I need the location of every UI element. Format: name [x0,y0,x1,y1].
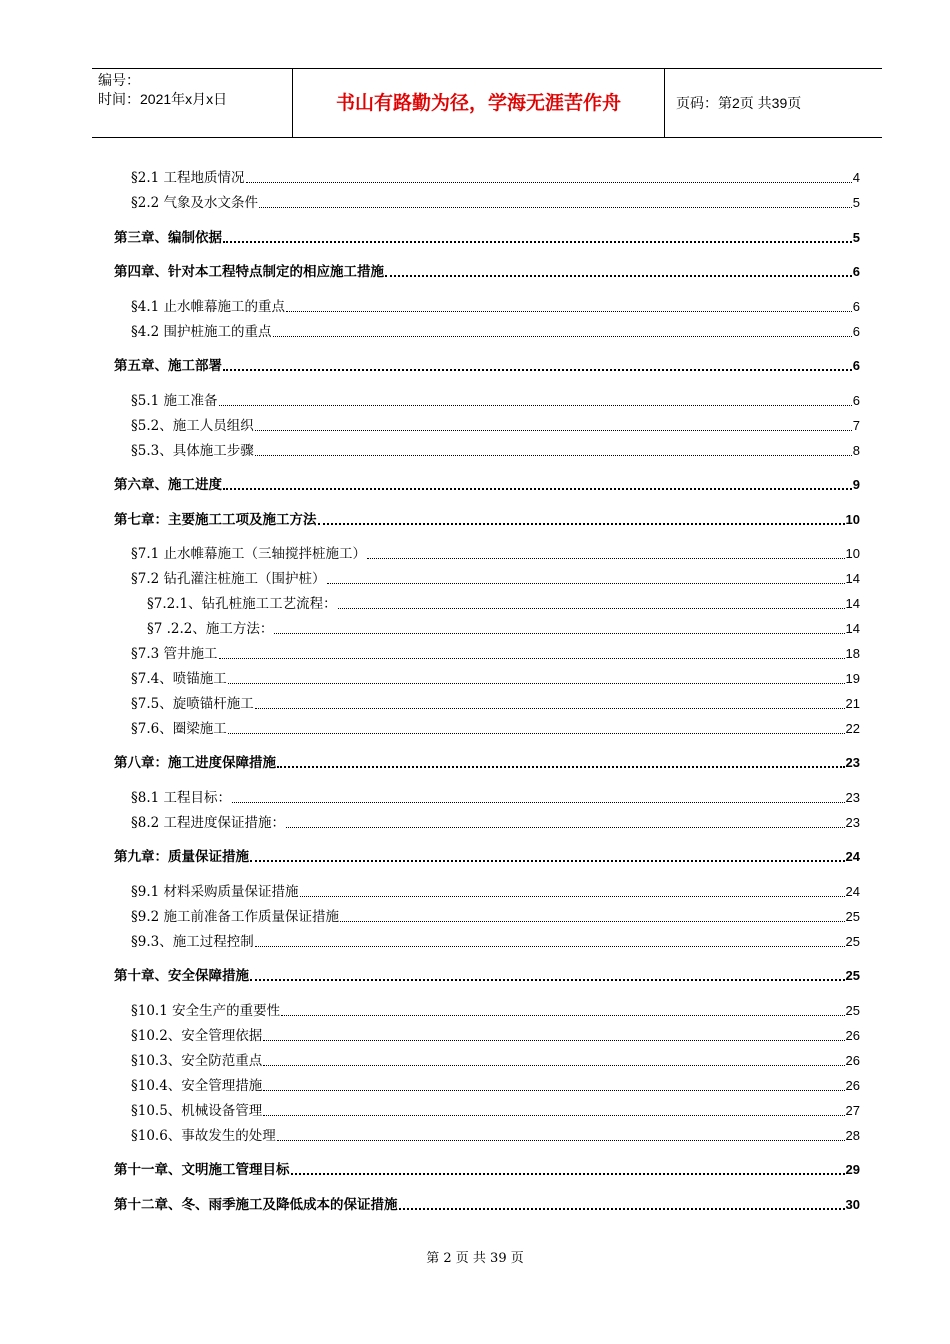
toc-page-number: 6 [852,298,860,314]
toc-page-number: 10 [845,546,860,562]
toc-dot-leader [263,1065,844,1066]
toc-page-number: 18 [845,646,860,661]
toc-page-number: 14 [845,596,860,612]
toc-dot-leader [223,241,852,243]
toc-entry-title: §5.3、具体施工步骤 [131,442,254,459]
toc-section-entry[interactable] [131,569,860,589]
toc-page-number: 19 [845,670,860,686]
toc-entry-title: §7.3 管井施工 [131,646,218,662]
toc-chapter-entry[interactable] [114,510,860,530]
toc-page-number: 4 [852,170,860,185]
toc-chapter-entry[interactable] [114,847,860,867]
toc-page-number: 7 [852,417,860,433]
toc-entry-title: 第四章、针对本工程特点制定的相应施工措施 [114,264,384,281]
toc-dot-leader [318,523,845,525]
toc-section-entry[interactable] [131,907,860,927]
toc-section-entry[interactable] [131,193,860,213]
toc-section-entry[interactable] [131,719,860,739]
document-time: 时间：2021年x月x日 [98,91,228,107]
toc-chapter-entry[interactable] [114,1195,860,1215]
toc-section-entry[interactable] [131,932,860,952]
toc-dot-leader [250,860,845,862]
toc-dot-leader [228,733,845,734]
toc-dot-leader [263,1090,844,1091]
toc-page-number: 28 [845,1127,860,1143]
toc-section-entry[interactable] [131,322,860,342]
toc-page-number: 10 [845,511,860,527]
toc-page-number: 25 [845,968,860,984]
toc-dot-leader [255,708,845,709]
toc-entry-title: 第三章、编制依据 [114,229,222,246]
toc-chapter-entry[interactable] [114,1160,860,1180]
toc-entry-title: §10.4、安全管理措施 [131,1077,263,1094]
toc-dot-leader [219,405,852,406]
toc-page-number: 9 [852,477,860,493]
toc-page-number: 14 [845,571,860,587]
toc-chapter-entry[interactable] [114,475,860,495]
toc-section-entry[interactable] [131,391,860,411]
toc-entry-title: §10.5、机械设备管理 [131,1102,263,1119]
toc-chapter-entry[interactable] [114,753,860,773]
toc-entry-title: §7.2.1、钻孔桩施工工艺流程： [147,596,337,613]
toc-entry-title: 第六章、施工进度 [114,477,222,494]
toc-section-entry[interactable] [131,441,860,461]
toc-dot-leader [228,683,845,684]
toc-dot-leader [246,182,852,183]
toc-page-number: 26 [845,1077,860,1093]
toc-entry-title: §2.1 工程地质情况 [131,170,245,186]
toc-entry-title: 第七章：主要施工工项及施工方法 [114,511,317,528]
toc-dot-leader [232,802,845,803]
toc-dot-leader [300,896,845,897]
toc-section-entry[interactable] [131,544,860,564]
toc-page-number: 24 [845,849,860,865]
toc-entry-title: 第八章：施工进度保障措施 [114,755,276,772]
toc-section-entry[interactable] [131,416,860,436]
toc-chapter-entry[interactable] [114,228,860,248]
toc-entry-title: §7.1 止水帷幕施工（三轴搅拌桩施工） [131,546,367,563]
toc-dot-leader [255,946,845,947]
toc-page-number: 22 [845,720,860,736]
toc-section-entry[interactable] [131,1051,860,1071]
toc-dot-leader [291,1173,845,1175]
toc-page-number: 25 [845,908,860,924]
toc-section-entry[interactable] [147,594,860,614]
toc-entry-title: §9.1 材料采购质量保证措施 [131,884,299,900]
toc-page-number: 23 [845,814,860,830]
toc-entry-title: §10.2、安全管理依据 [131,1027,263,1044]
toc-dot-leader [286,827,845,828]
header-motto: 书山有路勤为径，学海无涯苦作舟 [293,69,665,137]
toc-dot-leader [223,369,852,371]
toc-chapter-entry[interactable] [114,262,860,282]
toc-entry-title: §4.2 围护桩施工的重点 [131,323,272,340]
toc-dot-leader [327,583,845,584]
toc-page-number: 21 [845,695,860,711]
toc-entry-title: §8.1 工程目标： [131,789,232,806]
toc-dot-leader [263,1115,844,1116]
toc-entry-title: §7.5、旋喷锚杆施工 [131,695,254,712]
toc-page-number: 30 [845,1196,860,1212]
toc-section-entry[interactable] [131,168,860,188]
toc-section-entry[interactable] [131,1026,860,1046]
toc-section-entry[interactable] [131,788,860,808]
toc-page-number: 8 [852,442,860,458]
page-footer: 第 2 页 共 39 页 [426,1251,524,1266]
toc-entry-title: 第十二章、冬、雨季施工及降低成本的保证措施 [114,1196,398,1213]
toc-dot-leader [255,455,852,456]
toc-entry-title: §5.2、施工人员组织 [131,417,254,434]
toc-dot-leader [273,336,852,337]
toc-page-number: 29 [845,1162,860,1178]
toc-page-number: 23 [845,755,860,771]
toc-dot-leader [286,311,852,312]
toc-entry-title: 第九章：质量保证措施 [114,849,249,866]
toc-section-entry[interactable] [131,1001,860,1021]
toc-section-entry[interactable] [131,882,860,902]
toc-dot-leader [255,430,852,431]
toc-dot-leader [281,1015,844,1016]
toc-entry-title: 第十一章、文明施工管理目标 [114,1162,290,1179]
toc-entry-title: §4.1 止水帷幕施工的重点 [131,298,286,315]
toc-entry-title: §5.1 施工准备 [131,392,218,409]
toc-page-number: 26 [845,1027,860,1043]
toc-entry-title: 第十章、安全保障措施 [114,968,249,985]
toc-entry-title: §7.4、喷锚施工 [131,670,227,687]
toc-entry-title: §2.2 气象及水文条件 [131,194,259,211]
toc-chapter-entry[interactable] [114,966,860,986]
toc-page-number: 23 [845,789,860,805]
toc-dot-leader [219,658,845,659]
toc-entry-title: §7 .2.2、施工方法： [147,621,274,638]
toc-dot-leader [367,558,845,559]
toc-page-number: 26 [845,1052,860,1068]
toc-page-number: 24 [845,884,860,899]
toc-section-entry[interactable] [131,297,860,317]
toc-entry-title: §9.3、施工过程控制 [131,933,254,950]
toc-dot-leader [274,633,844,634]
toc-page-number: 25 [845,933,860,949]
page-header [92,68,882,138]
toc-section-entry[interactable] [131,813,860,833]
toc-section-entry[interactable] [131,1101,860,1121]
toc-page-number: 6 [852,264,860,280]
toc-page-number: 5 [852,229,860,245]
toc-section-entry[interactable] [131,1076,860,1096]
toc-dot-leader [340,921,845,922]
toc-entry-title: §7.6、圈梁施工 [131,720,227,737]
toc-entry-title: §9.2 施工前准备工作质量保证措施 [131,908,340,925]
toc-chapter-entry[interactable] [114,356,860,376]
toc-section-entry[interactable] [147,619,860,639]
toc-section-entry[interactable] [131,644,860,664]
toc-entry-title: 第五章、施工部署 [114,358,222,375]
toc-entry-title: §8.2 工程进度保证措施： [131,814,286,831]
toc-page-number: 6 [852,323,860,339]
header-page-info: 页码：第2页 共39页 [676,95,802,111]
toc-section-entry[interactable] [131,669,860,689]
toc-dot-leader [338,608,845,609]
toc-entry-title: §10.1 安全生产的重要性 [131,1003,281,1019]
toc-dot-leader [399,1208,845,1210]
toc-dot-leader [259,207,852,208]
toc-dot-leader [277,766,845,768]
toc-page-number: 6 [852,358,860,374]
toc-page-number: 27 [845,1102,860,1118]
toc-entry-title: §10.6、事故发生的处理 [131,1127,276,1144]
toc-dot-leader [263,1040,844,1041]
toc-page-number: 25 [845,1003,860,1018]
toc-dot-leader [277,1140,845,1141]
toc-entry-title: §10.3、安全防范重点 [131,1052,263,1069]
toc-dot-leader [385,275,852,277]
document-number-label: 编号： [98,72,140,88]
toc-page-number: 5 [852,194,860,210]
toc-section-entry[interactable] [131,694,860,714]
toc-page-number: 6 [852,392,860,408]
header-left-cell [92,69,293,137]
toc-dot-leader [250,979,845,981]
toc-section-entry[interactable] [131,1126,860,1146]
toc-dot-leader [223,488,852,490]
toc-entry-title: §7.2 钻孔灌注桩施工（围护桩） [131,571,326,588]
toc-page-number: 14 [845,621,860,637]
